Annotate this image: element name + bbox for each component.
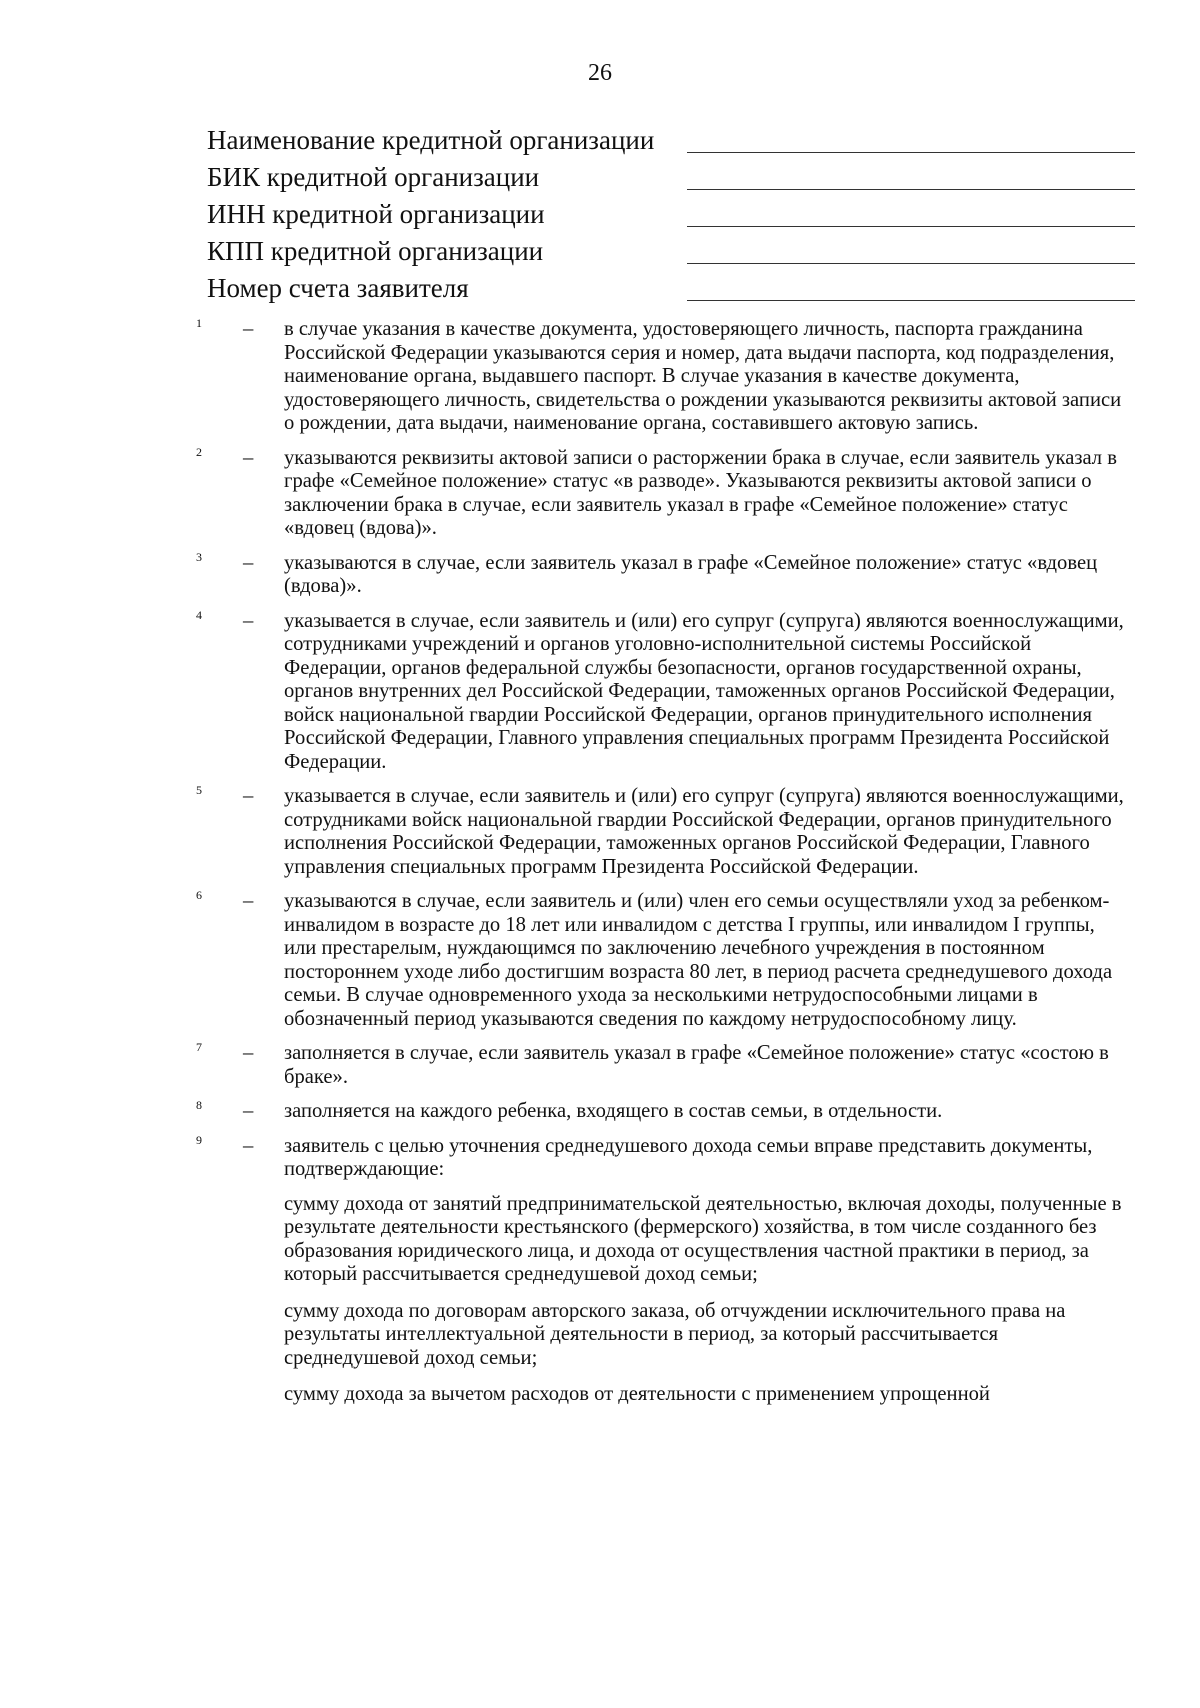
footnote-number: 4 (196, 607, 202, 622)
footnote-number: 8 (196, 1098, 202, 1112)
footnote-dash: – (243, 890, 254, 912)
subparagraph: сумму дохода по договорам авторского заказа, об отчуждении исключительного права на результаты интеллектуальной деятельности в период, за который рассчитывается среднедушевой доход семьи; (284, 1299, 1066, 1369)
footnote-7 (196, 1042, 1126, 1089)
footnote-dash: – (243, 446, 254, 469)
field-label: Номер счета заявителя (207, 273, 469, 303)
blank-line (687, 152, 1135, 153)
footnote-dash: – (243, 785, 254, 807)
footnote-text: указывается в случае, если заявитель и (или) его супруг (супруга) являются военнослужащими, сотрудниками учреждений и органов уголовно-исполнительной системы Российской Федерации, органов федеральной службы безопасности, органов государственной охраны, органов внутренних дел Российской Федерации, таможенных органов Российской Федерации, войск национальной гвардии Российской Федерации, органов принудительного исполнения Российской Федерации, Главного управления специальных программ Президента Российской Федерации. (284, 609, 1124, 773)
footnote-number: 9 (196, 1132, 202, 1147)
field-label: Наименование кредитной организации (207, 125, 655, 155)
footnote-text: указываются реквизиты актовой записи о расторжении брака в случае, если заявитель указал в графе «Семейное положение» статус «в разводе». Указываются реквизиты актовой записи о заключении брака в случае, если заявитель указал в графе «Семейное положение» статус «вдовец (вдова)». (284, 446, 1117, 539)
footnote-9 (196, 1132, 1126, 1182)
subparagraph: сумму дохода от занятий предпринимательской деятельностью, включая доходы, полученные в результате деятельности крестьянского (фермерского) хозяйства, в том числе созданного без образования юридического лица, и дохода от осуществления частной практики в период, за который рассчитывается среднедушевой доход семьи; (284, 1192, 1122, 1285)
bank-details-fields (207, 122, 1135, 307)
field-row-inn (207, 196, 1135, 233)
footnote-dash: – (243, 551, 254, 574)
field-row-kpp (207, 233, 1135, 270)
footnote-3 (196, 549, 1126, 599)
field-row-bik (207, 159, 1135, 196)
page-number: 26 (588, 60, 612, 86)
footnote-number: 6 (196, 888, 202, 902)
footnote-dash: – (243, 609, 254, 632)
footnote-5 (196, 785, 1126, 879)
footnote-text: заполняется в случае, если заявитель указал в графе «Семейное положение» статус «состою в браке». (284, 1042, 1109, 1088)
footnote-4 (196, 607, 1126, 775)
field-label: КПП кредитной организации (207, 236, 544, 266)
subparagraph: сумму дохода за вычетом расходов от деятельности с применением упрощенной (284, 1383, 990, 1405)
footnote-text: указываются в случае, если заявитель и (или) член его семьи осуществляли уход за ребенком-инвалидом в возрасте до 18 лет или инвалидом с детства I группы, или инвалидом I группы, или престарелым, нуждающимся по заключению лечебного учреждения в постоянном постороннем уходе либо достигшим возраста 80 лет, в период расчета среднедушевого дохода семьи. В случае одновременного ухода за несколькими нетрудоспособными лицами в обозначенный период указываются сведения по каждому нетрудоспособному лицу. (284, 890, 1113, 1030)
blank-line (687, 226, 1135, 227)
footnote-text: указываются в случае, если заявитель указал в графе «Семейное положение» статус «вдовец (вдова)». (284, 551, 1098, 597)
footnote-text: заполняется на каждого ребенка, входящего в состав семьи, в отдельности. (284, 1100, 943, 1122)
blank-line (687, 263, 1135, 264)
footnote-text: в случае указания в качестве документа, удостоверяющего личность, паспорта гражданина Российской Федерации указываются серия и номер, дата выдачи паспорта, код подразделения, наименование органа, выдавшего паспорт. В случае указания в качестве документа, удостоверяющего личность, свидетельства о рождении указываются реквизиты актовой записи о рождении, дата выдачи, наименование органа, составившего актовую запись. (284, 318, 1122, 434)
footnote-number: 1 (196, 316, 202, 330)
field-row-account-number (207, 270, 1135, 307)
footnote-dash: – (243, 1134, 254, 1157)
footnote-1 (196, 318, 1126, 436)
footnote-number: 5 (196, 783, 202, 797)
footnote-6 (196, 890, 1126, 1031)
field-row-bank-name (207, 122, 1135, 159)
footnote-dash: – (243, 1100, 254, 1122)
field-label: БИК кредитной организации (207, 162, 540, 192)
footnote-text: заявитель с целью уточнения среднедушевого дохода семьи вправе представить документы, подтверждающие: (284, 1134, 1093, 1180)
footnotes (196, 318, 1126, 1420)
footnote-number: 7 (196, 1040, 202, 1054)
footnote-dash: – (243, 318, 254, 340)
footnote-number: 2 (196, 444, 202, 459)
field-label: ИНН кредитной организации (207, 199, 545, 229)
footnote-2 (196, 444, 1126, 541)
footnote-number: 3 (196, 549, 202, 564)
footnote-text: указывается в случае, если заявитель и (или) его супруг (супруга) являются военнослужащими, сотрудниками войск национальной гвардии Российской Федерации, органов принудительного исполнения Российской Федерации, таможенных органов Российской Федерации, Главного управления специальных программ Президента Российской Федерации. (284, 785, 1124, 878)
footnote-dash: – (243, 1042, 254, 1064)
footnote-8 (196, 1100, 1126, 1124)
blank-line (687, 300, 1135, 301)
blank-line (687, 189, 1135, 190)
